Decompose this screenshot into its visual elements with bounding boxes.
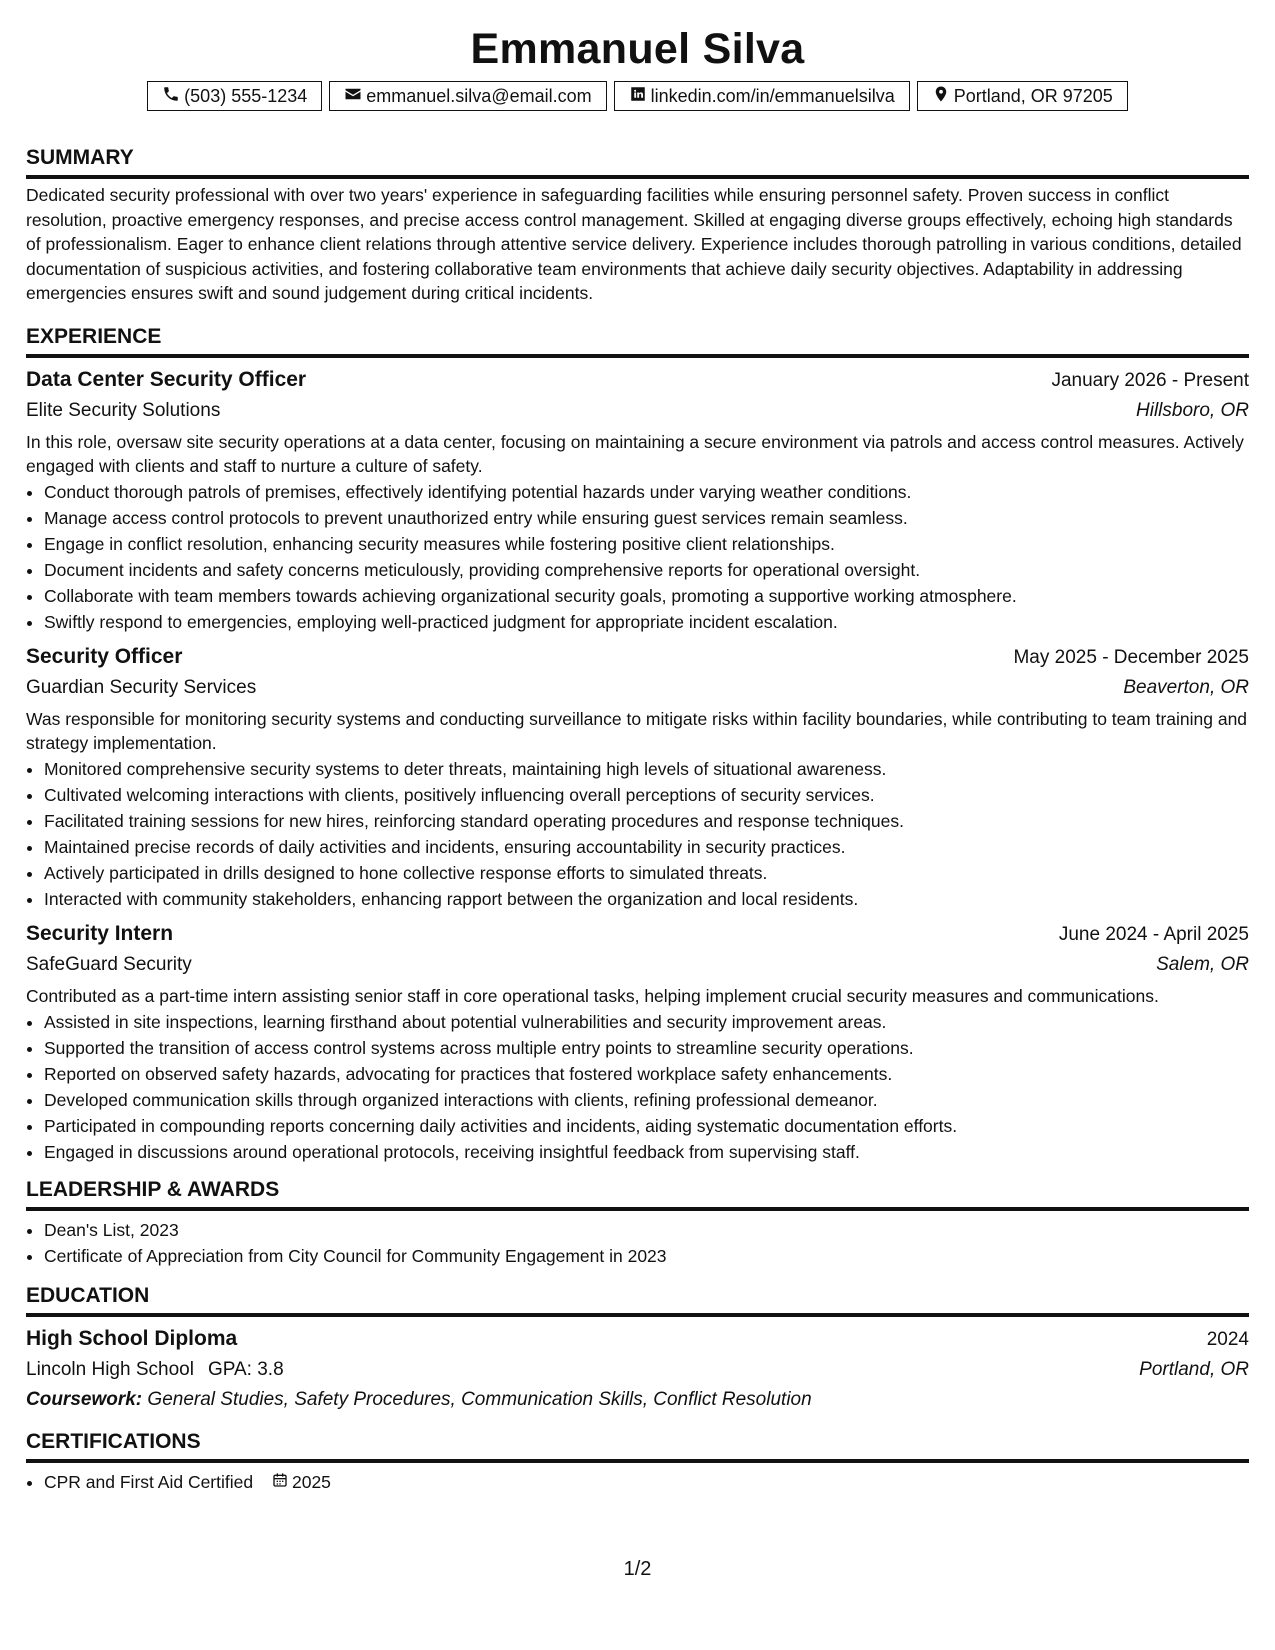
contact-location-text: Portland, OR 97205: [953, 85, 1113, 106]
section-title-education: EDUCATION: [26, 1283, 1249, 1317]
certification-name: CPR and First Aid Certified: [44, 1471, 254, 1492]
section-title-leadership: LEADERSHIP & AWARDS: [26, 1177, 1249, 1211]
education-section: [26, 1283, 1249, 1415]
contact-linkedin[interactable]: [614, 81, 910, 111]
job-company: Elite Security Solutions: [26, 399, 221, 421]
contact-bar: [26, 81, 1249, 111]
section-title-summary: SUMMARY: [26, 145, 1249, 179]
leadership-list: [26, 1217, 1249, 1269]
school-location: Portland, OR: [1139, 1358, 1249, 1380]
contact-email[interactable]: [329, 81, 606, 111]
job-location: Salem, OR: [1156, 953, 1249, 975]
job-description: Was responsible for monitoring security systems and conducting surveillance to mitigate risks within facility boundaries, while contributing to team training and strategy implementation.: [26, 708, 1248, 753]
leadership-section: [26, 1177, 1249, 1269]
contact-linkedin-text: linkedin.com/in/emmanuelsilva: [650, 85, 895, 106]
calendar-icon: [272, 1469, 288, 1495]
resume-page: [26, 0, 1249, 1495]
job-title: Security Intern: [26, 921, 174, 945]
certifications-section: [26, 1429, 1249, 1495]
linkedin-icon: [629, 85, 647, 108]
job-bullet: • Conduct thorough patrols of premises, effectively identifying potential hazards under varying weather conditions.: [44, 479, 1249, 505]
job-bullet: • Maintained precise records of daily activities and incidents, ensuring accountability in security practices.: [44, 834, 1249, 860]
job-company: SafeGuard Security: [26, 953, 192, 975]
job-bullet: • Collaborate with team members towards achieving organizational security goals, promoting a supportive working atmosphere.: [44, 583, 1249, 609]
job-bullet: • Actively participated in drills designed to hone collective response efforts to simulated threats.: [44, 860, 1249, 886]
job-bullet: • Reported on observed safety hazards, advocating for practices that fostered workplace safety enhancements.: [44, 1061, 1249, 1087]
map-marker-icon: [932, 85, 950, 108]
job-bullet: • Monitored comprehensive security systems to deter threats, maintaining high levels of situational awareness.: [44, 756, 1249, 782]
job-dates: January 2026 - Present: [1051, 369, 1249, 391]
job-bullet: • Assisted in site inspections, learning firsthand about potential vulnerabilities and security improvement areas.: [44, 1009, 1249, 1035]
job-title: Data Center Security Officer: [26, 367, 307, 391]
experience-section: [26, 324, 1249, 1165]
summary-section: [26, 145, 1249, 306]
job-bullet: • Swiftly respond to emergencies, employing well-practiced judgment for appropriate incident escalation.: [44, 609, 1249, 635]
job-entry: [26, 919, 1249, 1165]
job-bullet: • Manage access control protocols to prevent unauthorized entry while ensuring guest services remain seamless.: [44, 505, 1249, 531]
job-bullet: • Participated in compounding reports concerning daily activities and incidents, aiding systematic documentation efforts.: [44, 1113, 1249, 1139]
award-item: • Dean's List, 2023: [44, 1217, 1249, 1243]
job-bullet: • Interacted with community stakeholders, enhancing rapport between the organization and local residents.: [44, 886, 1249, 912]
job-bullet: • Developed communication skills through organized interactions with clients, refining professional demeanor.: [44, 1087, 1249, 1113]
job-bullet: • Cultivated welcoming interactions with clients, positively influencing overall perceptions of security services.: [44, 782, 1249, 808]
job-description: In this role, oversaw site security operations at a data center, focusing on maintaining a secure environment via patrols and access control measures. Actively engaged with clients and staff to nurture a culture of safety.: [26, 431, 1244, 476]
phone-icon: [162, 85, 180, 108]
job-location: Beaverton, OR: [1123, 676, 1249, 698]
contact-phone-text: (503) 555-1234: [184, 85, 308, 106]
coursework: [26, 1385, 1249, 1415]
certification-date: 2025: [291, 1471, 331, 1492]
job-description: Contributed as a part-time intern assisting senior staff in core operational tasks, helping implement crucial security measures and communications.: [26, 985, 1159, 1006]
education-entry: [26, 1324, 1249, 1415]
job-bullets: [26, 756, 1249, 912]
certification-item: [44, 1469, 1249, 1495]
gpa: GPA: 3.8: [207, 1358, 284, 1380]
job-dates: June 2024 - April 2025: [1058, 923, 1249, 945]
contact-email-text: emmanuel.silva@email.com: [366, 85, 592, 106]
job-bullet: • Engaged in discussions around operational protocols, receiving insightful feedback from supervising staff.: [44, 1139, 1249, 1165]
award-item: • Certificate of Appreciation from City Council for Community Engagement in 2023: [44, 1243, 1249, 1269]
coursework-label: Coursework:: [26, 1388, 143, 1410]
certification-list: [26, 1469, 1249, 1495]
job-location: Hillsboro, OR: [1136, 399, 1249, 421]
page-number: 1/2: [623, 1558, 652, 1580]
job-dates: May 2025 - December 2025: [1013, 646, 1249, 668]
contact-location[interactable]: [917, 81, 1128, 111]
job-bullets: [26, 1009, 1249, 1165]
degree: High School Diploma: [26, 1326, 238, 1350]
envelope-icon: [344, 85, 362, 108]
section-title-certifications: CERTIFICATIONS: [26, 1429, 1249, 1463]
school-name: Lincoln High School: [26, 1358, 194, 1380]
job-bullet: • Engage in conflict resolution, enhancing security measures while fostering positive client relationships.: [44, 531, 1249, 557]
job-bullet: • Document incidents and safety concerns meticulously, providing comprehensive reports for operational oversight.: [44, 557, 1249, 583]
job-bullet: • Facilitated training sessions for new hires, reinforcing standard operating procedures and response techniques.: [44, 808, 1249, 834]
section-title-experience: EXPERIENCE: [26, 324, 1249, 358]
job-bullet: • Supported the transition of access control systems across multiple entry points to streamline security operations.: [44, 1035, 1249, 1061]
job-entry: [26, 642, 1249, 912]
graduation-year: 2024: [1206, 1328, 1249, 1350]
summary-text: Dedicated security professional with over two years' experience in safeguarding facilities while ensuring personnel safety. Proven success in conflict resolution, proactive emergency responses, and precise access control management. Skilled at engaging diverse groups effectively, echoing high standards of professionalism. Eager to enhance client relations through attentive service delivery. Experience includes thorough patrolling in various conditions, detailed documentation of suspicious activities, and fostering collaborative team environments that achieve daily security objectives. Adaptability in addressing emergencies ensures swift and sound judgement during critical incidents.: [26, 185, 1242, 304]
coursework-list: General Studies, Safety Procedures, Communication Skills, Conflict Resolution: [147, 1388, 812, 1410]
job-entry: [26, 365, 1249, 635]
contact-phone[interactable]: [147, 81, 322, 111]
job-bullets: [26, 479, 1249, 635]
candidate-name: Emmanuel Silva: [470, 25, 805, 73]
job-company: Guardian Security Services: [26, 676, 257, 698]
job-title: Security Officer: [26, 644, 183, 668]
